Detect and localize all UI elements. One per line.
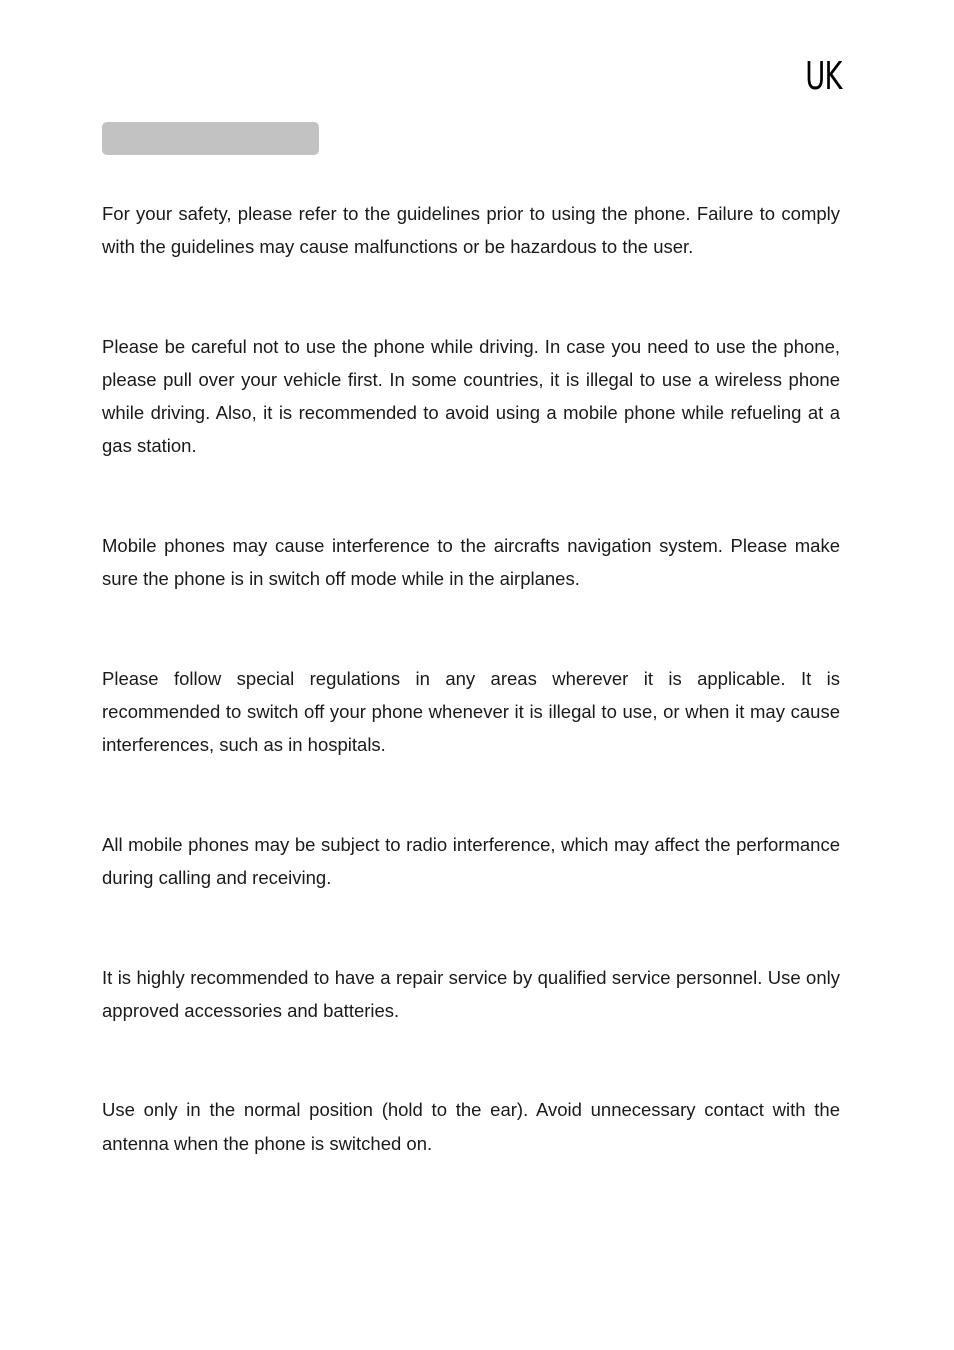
paragraph-safety-guidelines: For your safety, please refer to the guidelines prior to using the phone. Failure to comply with the guidelines may cause malfunctions or be hazardous to the user. (102, 203, 840, 258)
document-body (102, 197, 840, 1160)
paragraph-driving: Please be careful not to use the phone while driving. In case you need to use the phone, please pull over your vehicle first. In some countries, it is illegal to use a wireless phone while driving. Also, it is recommended to avoid using a mobile phone while refueling at a gas station. (102, 335, 840, 457)
paragraph-normal-position: Use only in the normal position (hold to the ear). Avoid unnecessary contact with the antenna when the phone is switched on. (102, 1099, 840, 1154)
section-header-bar (102, 122, 319, 155)
paragraph-radio-interference: All mobile phones may be subject to radio interference, which may affect the performance during calling and receiving. (102, 833, 840, 888)
paragraph-special-regulations: Please follow special regulations in any areas wherever it is applicable. It is recommended to switch off your phone whenever it is illegal to use, or when it may cause interferences, such as in hospitals. (102, 667, 840, 756)
paragraph-aircraft: Mobile phones may cause interference to the aircrafts navigation system. Please make sure the phone is in switch off mode while in the airplanes. (102, 535, 840, 590)
language-mark: UK (805, 54, 842, 98)
paragraph-repair-service: It is highly recommended to have a repair service by qualified service personnel. Use only approved accessories and batteries. (102, 966, 840, 1021)
